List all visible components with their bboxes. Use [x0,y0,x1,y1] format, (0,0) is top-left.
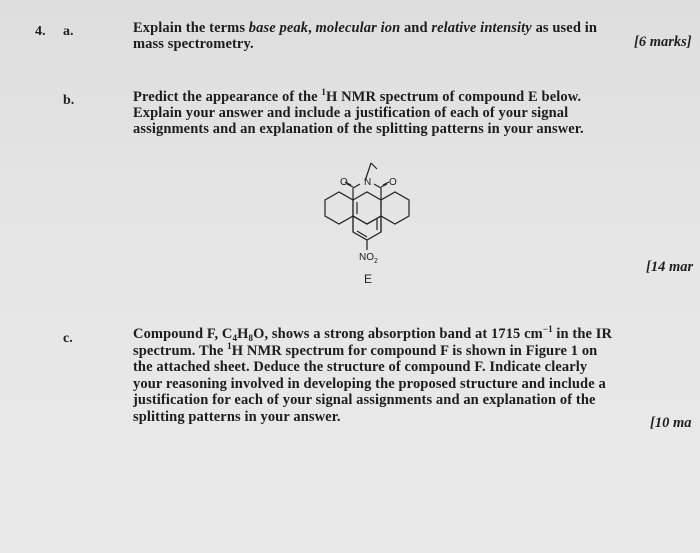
part-b-line2: Explain your answer and include a justification of each of your signal [133,105,569,121]
term-molecular-ion: molecular ion [315,20,401,36]
c-l1b: H [237,326,249,342]
part-c-text [133,326,612,425]
question-number: 4. [35,24,46,39]
part-b-line3: assignments and an explanation of the splitting patterns in your answer. [133,121,584,137]
part-b-sup: 1 [321,87,326,97]
part-b-line1-post: H NMR spectrum of compound E below. [325,89,582,105]
part-a-label: a. [63,24,74,39]
part-a-marks: [6 marks] [634,34,692,50]
part-a-line2: mass spectrometry. [133,36,254,52]
part-a-text [133,20,597,52]
c-l1a: Compound F, C [133,326,233,342]
atom-o-left: O [340,177,348,188]
c-sup1: −1 [542,324,553,334]
c-sup2: 1 [227,340,232,351]
c-l2a: spectrum. The [133,342,228,359]
term-base-peak: base peak [248,20,309,36]
no2-text: NO [359,252,374,263]
term-relative-intensity: relative intensity [431,20,532,36]
substituent-no2 [359,252,378,265]
part-b-text [133,89,584,137]
c-sub1: 4 [232,333,238,343]
ring-left-upper [325,192,353,224]
c-l2b: H NMR spectrum for compound F is shown in [231,342,526,359]
part-a-line1-end: as used in [531,20,598,36]
c-l6: splitting patterns in your answer. [133,408,341,425]
part-a-text-pre: Explain the terms [133,20,249,36]
sep1: , [308,20,316,36]
sep2: and [400,20,432,36]
part-c-label: c. [63,331,73,346]
c-sub2: 8 [248,333,254,343]
figure-ref: Figure 1 [525,342,579,359]
part-b-label: b. [63,93,75,108]
part-c-marks: [10 ma [650,415,692,431]
compound-e-label: E [364,272,373,286]
atom-n: N [364,177,372,188]
c-l1d: in the IR [552,326,613,342]
part-b-marks: [14 mar [646,259,694,275]
part-b-line1-pre: Predict the appearance of the [133,89,322,105]
no2-sub: 2 [374,258,378,265]
c-l1c: O, shows a strong absorption band at 1715 cm [253,326,543,342]
methyl-bond-2 [371,163,377,169]
c-l5: justification for each of your signal assignments and an explanation of the [133,392,596,408]
atom-o-right: O [389,177,397,188]
c-l3: the attached sheet. Deduce the structure of compound F. Indicate clearly [133,359,588,375]
dbl-3 [357,231,367,237]
compound-e-structure [320,155,420,270]
n-c-bond-left [353,184,360,188]
c-l2c: on [578,342,598,359]
n-c-bond-right [374,184,381,188]
c-l4: your reasoning involved in developing the proposed structure and include a [133,375,606,392]
ring-right-upper [381,192,409,224]
